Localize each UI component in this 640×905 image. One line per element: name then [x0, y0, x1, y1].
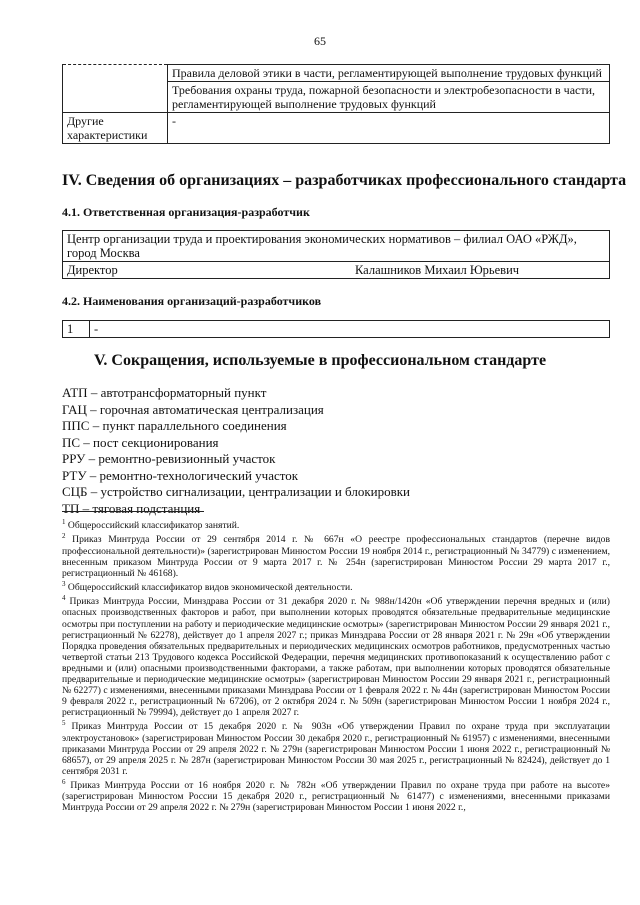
developer-number: 1	[63, 321, 90, 338]
footnotes	[62, 517, 610, 813]
footnote: $^5$ Приказ Минтруда России от 15 декабря 2020 г. № 903н «Об утверждении Правил по охране труда при эксплуатации электроустановок» (зарегистрирован Минюстом России 30 декабря 2020 г., регистрационный № 61957) с изменениями, внесенными приказами Минтруда России от 29 апреля 2022 г. № 279н (зарегистрирован Минюстом России 1 июня 2022 г., регистрационный № 68657), от 29 апреля 2025 г. № 287н (зарегистрирован Минюстом России 30 мая 2025 г., регистрационный № 82424), действует до 1 сентября 2031 г.	[62, 719, 610, 777]
section-4-1-title: 4.1. Ответственная организация-разработчик	[62, 205, 310, 219]
list-item: РРУ – ремонтно-ревизионный участок	[62, 451, 276, 466]
footnote-divider	[62, 511, 204, 512]
section-4-2-title: 4.2. Наименования организаций-разработчиков	[62, 294, 322, 308]
list-item: ПС – пост секционирования	[62, 434, 219, 450]
table-cell-value: Требования охраны труда, пожарной безопасности и электробезопасности в части, регламентирующей выполнение трудовых функций	[168, 82, 610, 113]
section-5-title: V. Сокращения, используемые в профессиональном стандарте	[93, 352, 547, 369]
list-item: ГАЦ – горочная автоматическая централизация	[62, 401, 324, 417]
table-row	[63, 231, 610, 262]
director-name: Калашников Михаил Юрьевич	[351, 262, 610, 279]
table-cell-value: -	[168, 113, 610, 144]
table-cell-value: Правила деловой этики в части, регламентирующей выполнение трудовых функций	[168, 65, 610, 82]
responsible-org-table	[62, 230, 610, 279]
list-item: ТП – тяговая подстанция	[62, 500, 201, 516]
table-row	[63, 321, 610, 338]
table-row	[63, 113, 610, 144]
list-item: РТУ – ремонтно-технологический участок	[62, 467, 299, 483]
footnote: $^3$ Общероссийский классификатор видов экономической деятельности.	[62, 579, 353, 594]
footnote: $^4$ Приказ Минтруда России, Минздрава России от 31 декабря 2020 г. № 988н/1420н «Об утверждении перечня вредных и (или) опасных производственных факторов и работ, при выполнении которых проводятся обязательные предварительные медицинские осмотры при поступлении на работу и периодические медицинские осмотры» (зарегистрирован Минюстом России 29 января 2021 г., регистрационный № 62278), действует до 1 апреля 2027 г.; приказ Минздрава России от 28 января 2021 г. № 29н «Об утверждении Порядка проведения обязательных предварительных и периодических медицинских осмотров работников, предусмотренных частью четвертой статьи 213 Трудового кодекса Российской Федерации, перечня медицинских противопоказаний к осуществлению работ с вредными и (или) опасными производственными факторами, а также работам, при выполнении которых проводятся обязательные предварительные и периодические медицинские осмотры» (зарегистрирован Минюстом России 29 января 2021 г., регистрационный № 62277) с изменениями, внесенными приказами Минздрава России от 1 февраля 2022 г. № 44н (зарегистрирован Минюстом России 9 февраля 2022 г., регистрационный № 67206), от 2 октября 2024 г. № 509н (зарегистрирован Минюстом России 1 ноября 2024 г., регистрационный № 79994), действует до 1 апреля 2027 г.	[62, 594, 610, 719]
table-cell-label: Другие характеристики	[63, 113, 168, 144]
page-number: 65	[314, 34, 326, 48]
footnote: $^6$ Приказ Минтруда России от 16 ноября 2020 г. № 782н «Об утверждении Правил по охране труда при работе на высоте» (зарегистрирован Минюстом России 15 декабря 2020 г., регистрационный № 61477) с изменениями, внесенными приказами Минтруда России от 29 апреля 2022 г. № 279н (зарегистрирован Минюстом России 1 июня 2022 г.,	[62, 778, 610, 814]
list-item: ППС – пункт параллельного соединения	[62, 418, 287, 433]
list-item: СЦБ – устройство сигнализации, централизации и блокировки	[62, 484, 411, 499]
section-4-title: IV. Сведения об организациях – разработчиках профессионального стандарта	[62, 172, 627, 189]
table-row	[63, 262, 610, 279]
org-name: Центр организации труда и проектирования экономических нормативов – филиал ОАО «РЖД», город Москва	[63, 231, 610, 262]
footnote: $^1$ Общероссийский классификатор занятий.	[62, 518, 240, 532]
abbreviation-list	[62, 385, 410, 517]
table-cell-empty	[63, 65, 168, 113]
director-label: Директор	[63, 262, 352, 279]
table-row	[63, 65, 610, 82]
footnote: $^2$ Приказ Минтруда России от 29 сентября 2014 г. № 667н «О реестре профессиональных стандартов (перечне видов профессиональной деятельности)» (зарегистрирован Минюстом России 19 ноября 2014 г., регистрационный № 34779) с изменением, внесенным приказом Минтруда России от 9 марта 2017 г. № 254н (зарегистрирован Минюстом России 29 марта 2017 г., регистрационный № 46168).	[62, 532, 610, 579]
developers-table	[62, 320, 610, 338]
developer-name: -	[90, 321, 610, 338]
characteristics-table	[62, 64, 610, 144]
list-item: АТП – автотрансформаторный пункт	[62, 385, 267, 400]
